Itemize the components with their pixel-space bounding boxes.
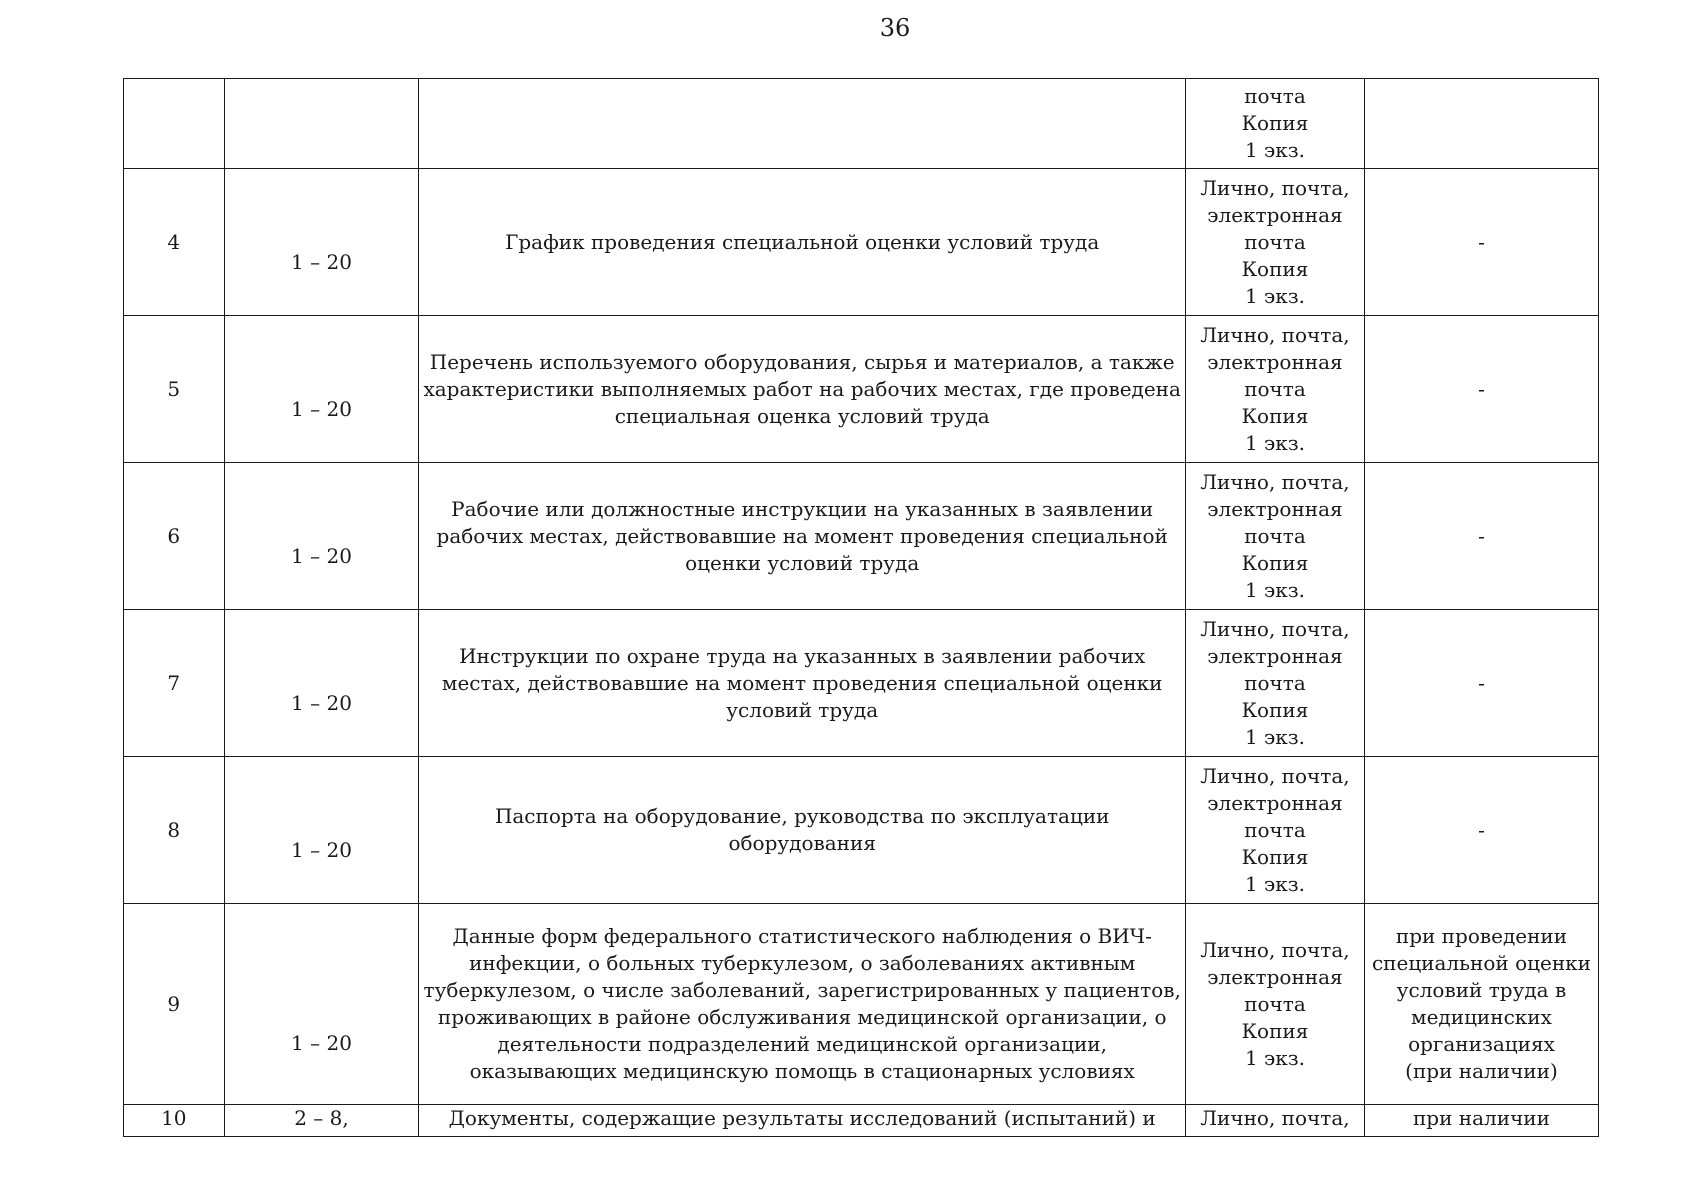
table-row	[124, 610, 1599, 757]
table-row	[124, 79, 1599, 169]
row-description: Перечень используемого оборудования, сырья и материалов, а также характеристики выполняемых работ на рабочих местах, где проведена специальная оценка условий труда	[419, 316, 1186, 463]
row-method: Лично, почта, электронная почта Копия 1 экз.	[1186, 904, 1365, 1105]
row-note: -	[1364, 610, 1598, 757]
row-number: 10	[124, 1105, 225, 1137]
table-row	[124, 169, 1599, 316]
row-range: 1 – 20	[224, 316, 419, 463]
table-row	[124, 757, 1599, 904]
row-note: при проведении специальной оценки условий труда в медицинских организациях (при наличии)	[1364, 904, 1598, 1105]
row-description: Паспорта на оборудование, руководства по эксплуатации оборудования	[419, 757, 1186, 904]
row-method: Лично, почта, электронная почта Копия 1 экз.	[1186, 757, 1365, 904]
row-description: График проведения специальной оценки условий труда	[419, 169, 1186, 316]
row-note	[1364, 79, 1598, 169]
row-description: Документы, содержащие результаты исследований (испытаний) и	[419, 1105, 1186, 1137]
row-range: 1 – 20	[224, 904, 419, 1105]
row-range: 1 – 20	[224, 463, 419, 610]
row-number: 5	[124, 316, 225, 463]
row-description: Рабочие или должностные инструкции на указанных в заявлении рабочих местах, действовавшие на момент проведения специальной оценки условий труда	[419, 463, 1186, 610]
row-method: Лично, почта, электронная почта Копия 1 экз.	[1186, 610, 1365, 757]
row-note: -	[1364, 463, 1598, 610]
row-range: 1 – 20	[224, 757, 419, 904]
row-note: -	[1364, 757, 1598, 904]
row-number: 6	[124, 463, 225, 610]
row-method: Лично, почта, электронная почта Копия 1 экз.	[1186, 463, 1365, 610]
row-range: 1 – 20	[224, 610, 419, 757]
row-number	[124, 79, 225, 169]
row-note: при наличии	[1364, 1105, 1598, 1137]
row-note: -	[1364, 169, 1598, 316]
row-range: 1 – 20	[224, 169, 419, 316]
page-number: 36	[879, 14, 911, 42]
row-number: 9	[124, 904, 225, 1105]
row-number: 7	[124, 610, 225, 757]
table-row	[124, 463, 1599, 610]
table-row	[124, 904, 1599, 1105]
row-method: Лично, почта, электронная почта Копия 1 экз.	[1186, 169, 1365, 316]
row-description: Инструкции по охране труда на указанных в заявлении рабочих местах, действовавшие на момент проведения специальной оценки условий труда	[419, 610, 1186, 757]
documents-table	[123, 78, 1599, 1137]
row-note: -	[1364, 316, 1598, 463]
row-description: Данные форм федерального статистического наблюдения о ВИЧ-инфекции, о больных туберкулезом, о заболеваниях активным туберкулезом, о числе заболеваний, зарегистрированных у пациентов, проживающих в районе обслуживания медицинской организации, о деятельности подразделений медицинской организации, оказывающих медицинскую помощь в стационарных условиях	[419, 904, 1186, 1105]
row-number: 8	[124, 757, 225, 904]
row-number: 4	[124, 169, 225, 316]
row-method: Лично, почта, электронная почта Копия 1 экз.	[1186, 316, 1365, 463]
row-range: 2 – 8,	[224, 1105, 419, 1137]
table-row	[124, 316, 1599, 463]
row-description	[419, 79, 1186, 169]
row-method: Лично, почта,	[1186, 1105, 1365, 1137]
table-row	[124, 1105, 1599, 1137]
row-range	[224, 79, 419, 169]
row-method: почта Копия 1 экз.	[1186, 79, 1365, 169]
